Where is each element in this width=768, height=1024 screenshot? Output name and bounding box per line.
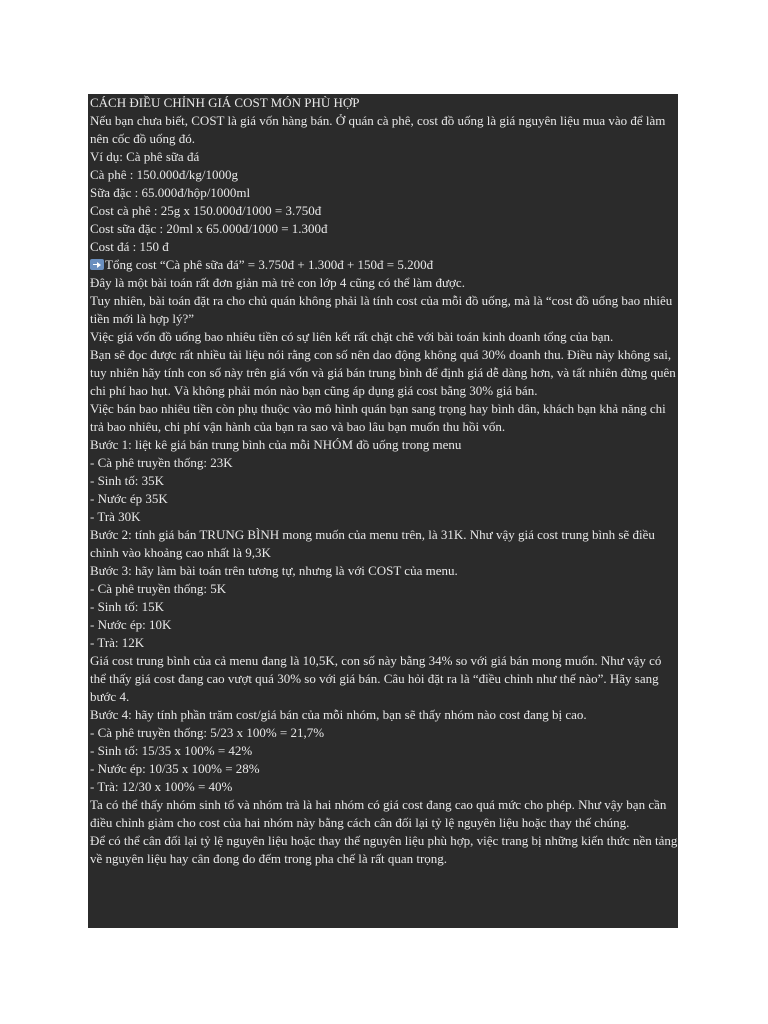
step-3-item-coffee: - Cà phê truyền thống: 5K [90,581,227,596]
step-1-heading: Bước 1: liệt kê giá bán trung bình của mỗi NHÓM đồ uống trong menu [90,437,462,452]
paragraph-thirty-percent: Bạn sẽ đọc được rất nhiều tài liệu nói rằng con số nên dao động không quá 30% doanh thu. Điều này không sai, tuy nhiên hãy tính con số này trên giá vốn và giá bán trung bình để định giá dễ dàng hơn, và tất nhiên đừng quên chi phí hao hụt. Và không phải món nào bạn cũng áp dụng giá cost bằng 30% giá bán. [90,347,676,398]
step-4-item-tea: - Trà: 12/30 x 100% = 40% [90,779,233,794]
paragraph-simple: Đây là một bài toán rất đơn giản mà trẻ con lớp 4 cũng có thể làm được. [90,275,465,290]
example-line-milk-cost: Cost sữa đặc : 20ml x 65.000đ/1000 = 1.300đ [90,221,328,236]
step-3-summary: Giá cost trung bình của cả menu đang là 10,5K, con số này bằng 34% so với giá bán mong muốn. Như vậy có thể thấy giá cost đang cao vượt quá 30% so với giá bán. Câu hỏi đặt ra là “điều chỉnh như thế nào”. Hãy sang bước 4. [90,653,662,704]
step-3-item-tea: - Trà: 12K [90,635,145,650]
step-1-item-juice: - Nước ép 35K [90,491,168,506]
step-4-item-juice: - Nước ép: 10/35 x 100% = 28% [90,761,260,776]
paragraph-cost-definition: Nếu bạn chưa biết, COST là giá vốn hàng bán. Ở quán cà phê, cost đồ uống là giá nguyên liệu mua vào để làm nên cốc đồ uống đó. [90,113,666,146]
step-1-item-tea: - Trà 30K [90,509,141,524]
paragraph-business: Việc giá vốn đồ uống bao nhiêu tiền có sự liên kết rất chặt chẽ với bài toán kinh doanh tổng của bạn. [90,329,614,344]
example-line-coffee-cost: Cost cà phê : 25g x 150.000đ/1000 = 3.750đ [90,203,322,218]
step-4-item-coffee: - Cà phê truyền thống: 5/23 x 100% = 21,7% [90,725,325,740]
step-3-item-juice: - Nước ép: 10K [90,617,172,632]
step-3-item-smoothie: - Sinh tố: 15K [90,599,165,614]
example-heading: Ví dụ: Cà phê sữa đá [90,149,200,164]
paragraph-knowledge: Để có thể cân đối lại tỷ lệ nguyên liệu hoặc thay thế nguyên liệu phù hợp, việc trang bị những kiến thức nền tảng về nguyên liệu hay cân đong đo đếm trong pha chế là rất quan trọng. [90,833,678,866]
arrow-right-icon [90,259,104,270]
paragraph-conclusion: Ta có thể thấy nhóm sinh tố và nhóm trà là hai nhóm có giá cost đang cao quá mức cho phép. Như vậy bạn cần điều chỉnh giảm cho cost của hai nhóm này bằng cách cân đối lại tỷ lệ nguyên liệu hoặc thay thế chúng. [90,797,667,830]
example-total-text: Tổng cost “Cà phê sữa đá” = 3.750đ + 1.300đ + 150đ = 5.200đ [105,257,434,272]
document-title: CÁCH ĐIỀU CHỈNH GIÁ COST MÓN PHÙ HỢP [90,95,360,110]
step-2-paragraph: Bước 2: tính giá bán TRUNG BÌNH mong muốn của menu trên, là 31K. Như vậy giá cost trung bình sẽ điều chỉnh vào khoảng cao nhất là 9,3K [90,527,655,560]
example-line-ice-cost: Cost đá : 150 đ [90,239,169,254]
step-1-item-smoothie: - Sinh tố: 35K [90,473,165,488]
paragraph-model: Việc bán bao nhiêu tiền còn phụ thuộc vào mô hình quán bạn sang trọng hay bình dân, khách bạn khả năng chi trả bao nhiêu, chi phí vận hành của bạn ra sao và bao lâu bạn muốn thu hồi vốn. [90,401,666,434]
paragraph-question: Tuy nhiên, bài toán đặt ra cho chủ quán không phải là tính cost của mỗi đồ uống, mà là “cost đồ uống bao nhiêu tiền mới là hợp lý?” [90,293,673,326]
example-line-condensed-milk: Sữa đặc : 65.000đ/hộp/1000ml [90,185,251,200]
step-4-item-smoothie: - Sinh tố: 15/35 x 100% = 42% [90,743,253,758]
step-1-item-coffee: - Cà phê truyền thống: 23K [90,455,233,470]
document-text [90,94,678,868]
example-total-line [90,256,678,274]
step-4-heading: Bước 4: hãy tính phần trăm cost/giá bán của mỗi nhóm, bạn sẽ thấy nhóm nào cost đang bị cao. [90,707,587,722]
step-3-heading: Bước 3: hãy làm bài toán trên tương tự, nhưng là với COST của menu. [90,563,458,578]
example-line-coffee: Cà phê : 150.000đ/kg/1000g [90,167,239,182]
document-panel [88,94,678,928]
